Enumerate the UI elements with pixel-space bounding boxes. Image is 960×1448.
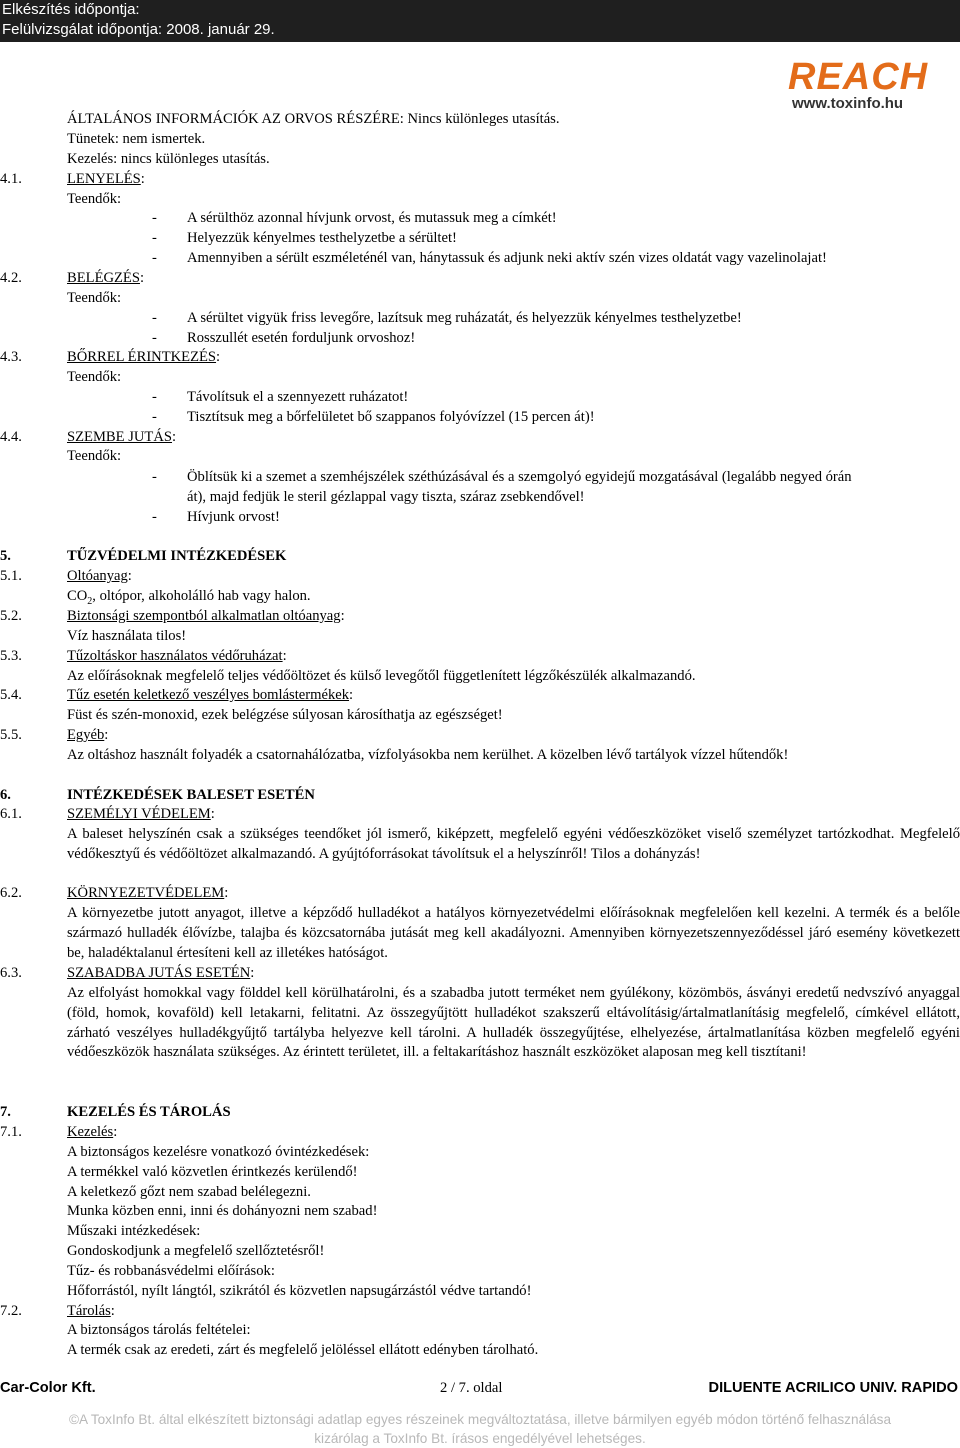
bullet-dash: - [152, 330, 157, 346]
section-number: 5.1. [0, 568, 22, 584]
subsection-heading-6-3: SZABADBA JUTÁS ESETÉN: [67, 965, 255, 981]
paragraph: A biztonságos tárolás feltételei: [67, 1322, 251, 1338]
list-item: A sérülthöz azonnal hívjunk orvost, és mutassuk meg a címkét! [187, 210, 557, 226]
bullet-dash: - [152, 310, 157, 326]
section-number: 6.2. [0, 885, 22, 901]
paragraph: Tűz- és robbanásvédelmi előírások: [67, 1263, 275, 1279]
bullet-dash: - [152, 230, 157, 246]
section-number: 6.3. [0, 965, 22, 981]
top-bar [0, 0, 960, 42]
bullet-dash: - [152, 210, 157, 226]
general-info-line: ÁLTALÁNOS INFORMÁCIÓK AZ ORVOS RÉSZÉRE: Nincs különleges utasítás. [67, 111, 560, 127]
bullet-dash: - [152, 250, 157, 266]
subsection-heading-5-4: Tűz esetén keletkező veszélyes bomlástermékek: [67, 687, 354, 703]
reach-logo [788, 58, 958, 114]
paragraph: A baleset helyszínén csak a szükséges teendőket jól ismerő, kiképzett, megfelelő egyéni védőeszközöket viselő személyzet tartózkodhat. Megfelelő védőkesztyű és védőöltözet alkalmazandó. A gyújtóforrásokat távolítsuk el a helyszínről! Tilos a dohányzás! [67, 826, 960, 862]
tasks-label: Teendők: [67, 191, 122, 207]
section-heading-4-4: SZEMBE JUTÁS: [67, 429, 177, 445]
list-item: Hívjunk orvost! [187, 509, 280, 525]
section-number: 6. [0, 787, 11, 803]
subsection-heading-6-2: KÖRNYEZETVÉDELEM: [67, 885, 229, 901]
extinguisher-text: $CO_2$, oltópor, alkoholálló hab vagy halon. [67, 588, 311, 607]
section-number: 4.1. [0, 171, 22, 187]
copyright-notice [0, 1410, 960, 1448]
paragraph: Műszaki intézkedések: [67, 1223, 201, 1239]
section-number: 6.1. [0, 806, 22, 822]
paragraph: A biztonságos kezelésre vonatkozó óvintézkedések: [67, 1144, 370, 1160]
paragraph: Az oltáshoz használt folyadék a csatornahálózatba, vízfolyásokba nem kerülhet. A közelben lévő tartályok vízzel hűtendők! [67, 747, 789, 763]
list-item: Amennyiben a sérült eszméleténél van, hánytassuk és adjunk neki aktív szén vizes oldatát vagy vazelinolajat! [187, 250, 827, 266]
logo-brand: REACH [788, 56, 929, 98]
treatment-line: Kezelés: nincs különleges utasítás. [67, 151, 270, 167]
paragraph: Munka közben enni, inni és dohányozni nem szabad! [67, 1203, 378, 1219]
paragraph: Gondoskodjunk a megfelelő szellőztetésről! [67, 1243, 325, 1259]
bullet-dash: - [152, 469, 157, 485]
paragraph: A környezetbe jutott anyagot, illetve a képződő hulladékot a hatályos környezetvédelmi előírásoknak megfelelően kell kezelni. A termék és a belőle származó hulladék élővízbe, talajba és közcsatornába jutását meg kell akadályozni. Amennyiben környezetszennyeződéssel járó esemény következett be, haladéktalanul értesíteni kell az illetékes hatóságot. [67, 905, 960, 961]
subsection-heading-5-5: Egyéb: [67, 727, 109, 743]
subsection-heading-7-2: Tárolás: [67, 1303, 115, 1319]
footer-page-number: 2 / 7. oldal [440, 1380, 503, 1396]
paragraph: Az előírásoknak megfelelő teljes védőöltözet és külső levegőtől függetlenített légzőkészülék alkalmazandó. [67, 668, 696, 684]
revision-date-label: Felülvizsgálat időpontja: 2008. január 29. [2, 21, 275, 38]
paragraph: A keletkező gőzt nem szabad belélegezni. [67, 1184, 311, 1200]
paragraph: Víz használata tilos! [67, 628, 187, 644]
copyright-line-1: ©A ToxInfo Bt. által elkészített biztonsági adatlap egyes részeinek megváltoztatása, illetve bármilyen egyéb módon történő felhasználása [68, 1412, 892, 1427]
paragraph: Hőforrástól, nyílt lángtól, szikrától és közvetlen napsugárzástól védve tartandó! [67, 1283, 532, 1299]
section-heading-4-3: BŐRREL ÉRINTKEZÉS: [67, 349, 221, 365]
copyright-line-2: kizárólag a ToxInfo Bt. írásos engedélyével lehetséges. [314, 1431, 646, 1446]
section-heading-4-1: LENYELÉS: [67, 171, 145, 187]
section-heading-6: INTÉZKEDÉSEK BALESET ESETÉN [67, 787, 315, 803]
list-item-continued: át), majd fedjük le steril gézlappal vagy tiszta, száraz zsebkendővel! [187, 489, 585, 505]
section-number: 5.2. [0, 608, 22, 624]
section-number: 7. [0, 1104, 11, 1120]
section-number: 5.4. [0, 687, 22, 703]
list-item: Helyezzük kényelmes testhelyzetbe a sérültet! [187, 230, 457, 246]
list-item: A sérültet vigyük friss levegőre, lazítsuk meg ruházatát, és helyezzük kényelmes testhelyzetbe! [187, 310, 742, 326]
bullet-dash: - [152, 409, 157, 425]
subsection-heading-5-1: Oltóanyag: [67, 568, 132, 584]
section-heading-4-2: BELÉGZÉS: [67, 270, 145, 286]
section-number: 5.3. [0, 648, 22, 664]
subsection-heading-5-2: Biztonsági szempontból alkalmatlan oltóanyag: [67, 608, 345, 624]
section-heading-5: TŰZVÉDELMI INTÉZKEDÉSEK [67, 548, 287, 564]
paragraph: Füst és szén-monoxid, ezek belégzése súlyosan károsíthatja az egészséget! [67, 707, 503, 723]
section-number: 7.2. [0, 1303, 22, 1319]
section-number: 5. [0, 548, 11, 564]
footer-company: Car-Color Kft. [0, 1380, 96, 1396]
tasks-label: Teendők: [67, 369, 122, 385]
list-item: Rosszullét esetén forduljunk orvoshoz! [187, 330, 416, 346]
list-item: Távolítsuk el a szennyezett ruházatot! [187, 389, 409, 405]
section-number: 4.2. [0, 270, 22, 286]
tasks-label: Teendők: [67, 290, 122, 306]
paragraph: Az elfolyást homokkal vagy földdel kell körülhatárolni, és a szabadba jutott terméket nem gyúlékony, közömbös, ásványi eredetű nedvszívó anyaggal (föld, homok, kovaföld) kell letakarni, felitatni. Az összegyűjtött hulladékot szakszerű eltávolításig/ártalmatlanításig megfelelő, címkével ellátott, zárható veszélyes hulladékgyűjtő tartályba helyezve kell tárolni. A hulladék összegyűjtése, elhelyezése, ártalmatlanítása közben megfelelő egyéni védőeszközök használata szükséges. Az érintett területet, ill. a feltakarításhoz használt eszközöket alaposan meg kell tisztítani! [67, 985, 960, 1061]
symptoms-line: Tünetek: nem ismertek. [67, 131, 206, 147]
logo-url: www.toxinfo.hu [792, 95, 904, 112]
subsection-heading-6-1: SZEMÉLYI VÉDELEM: [67, 806, 215, 822]
bullet-dash: - [152, 389, 157, 405]
section-number: 4.3. [0, 349, 22, 365]
section-number: 5.5. [0, 727, 22, 743]
section-heading-7: KEZELÉS ÉS TÁROLÁS [67, 1104, 231, 1120]
paragraph: A termékkel való közvetlen érintkezés kerülendő! [67, 1164, 358, 1180]
tasks-label: Teendők: [67, 448, 122, 464]
bullet-dash: - [152, 509, 157, 525]
subsection-heading-7-1: Kezelés: [67, 1124, 118, 1140]
creation-date-label: Elkészítés időpontja: [2, 1, 140, 18]
subsection-heading-5-3: Tűzoltáskor használatos védőruházat: [67, 648, 287, 664]
footer-product-name: DILUENTE ACRILICO UNIV. RAPIDO [708, 1380, 958, 1396]
list-item: Tisztítsuk meg a bőrfelületet bő szappanos folyóvízzel (15 percen át)! [187, 409, 595, 425]
section-number: 7.1. [0, 1124, 22, 1140]
list-item: Öblítsük ki a szemet a szemhéjszélek széthúzásával és a szemgolyó egyidejű mozgatásával (legalább negyed órán [187, 469, 852, 485]
section-number: 4.4. [0, 429, 22, 445]
paragraph: A termék csak az eredeti, zárt és megfelelő jelöléssel ellátott edényben tárolható. [67, 1342, 539, 1358]
